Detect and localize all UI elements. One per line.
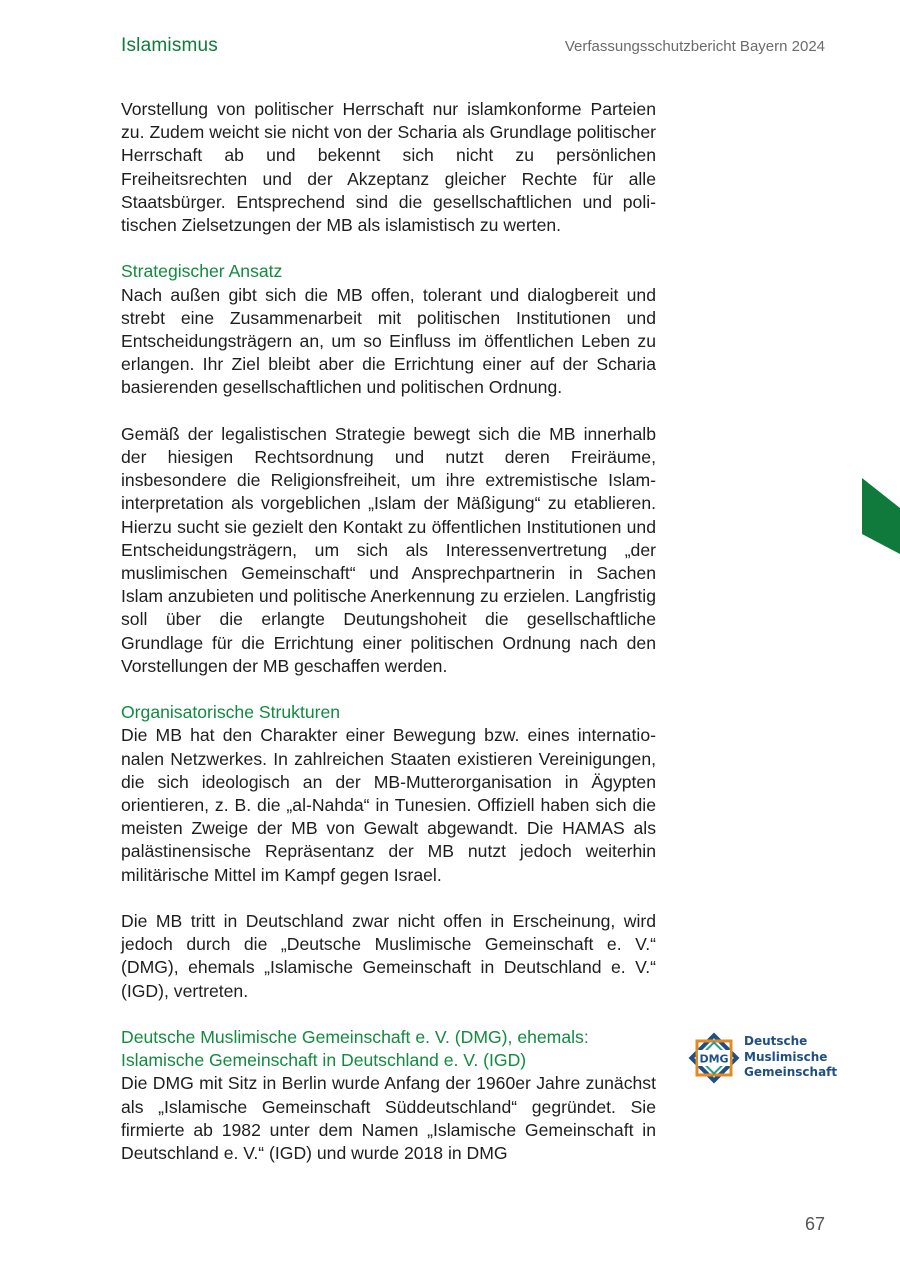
- dmg-logo: [686, 1030, 836, 1088]
- header-section-title: Islamismus: [121, 35, 219, 56]
- paragraph-legalistische-strategie: Gemäß der legalistischen Strategie bewegt sich die MB innerhalb der hiesigen Rechtsordnung und nutzt deren Freiräume, insbesondere die Religionsfreiheit, um ihre extremistische Islaminterpretation als vorgeblichen „Islam der Mäßigung“ zu etablieren. Hierzu sucht sie gezielt den Kontakt zu öffentlichen Institutionen und Entscheidungsträgern, um sich als Interessenvertretung „der muslimischen Gemeinschaft“ und Ansprechpartnerin in Sachen Islam anzubieten und politische Anerkennung zu erzielen. Langfristig soll über die erlangte Deutungshoheit die gesellschaftliche Grundlage für die Errichtung einer politischen Ordnung nach den Vorstellungen der MB geschaffen werden.: [121, 423, 656, 676]
- paragraph-herrschaft: Vorstellung von politischer Herrschaft nur islamkonforme Parteien zu. Zudem weicht sie nicht von der Scharia als Grundlage politischer Herrschaft ab und bekennt sich nicht zu persönlichen Freiheitsrechten und der Akzeptanz gleicher Rechte für alle Staatsbürger. Entsprechend sind die gesellschaftlichen und politischen Zielsetzungen der MB als islamistisch zu werten.: [121, 99, 656, 236]
- heading-dmg: [121, 1026, 656, 1072]
- heading-dmg-line1: Deutsche Muslimische Gemeinschaft e. V. (DMG), ehemals:: [121, 1027, 589, 1048]
- dmg-logo-abbr: DMG: [699, 1052, 729, 1066]
- heading-strategischer-ansatz: Strategischer Ansatz: [121, 261, 283, 282]
- paragraph-dmg-vertretung: Die MB tritt in Deutschland zwar nicht offen in Erscheinung, wird jedoch durch die „Deutsche Muslimische Gemeinschaft e. V.“ (DMG), ehemals „Islamische Gemeinschaft in Deutschland e. V.“ (IGD), vertreten.: [121, 911, 656, 1001]
- header-publication-title: Verfassungsschutzbericht Bayern 2024: [564, 38, 825, 55]
- dmg-logo-text: [744, 1034, 837, 1081]
- chapter-tab-marker: [862, 478, 900, 554]
- main-content: [121, 98, 656, 1188]
- dmg-logo-line3: Gemeinschaft: [744, 1065, 838, 1079]
- heading-organisatorische-strukturen: Organisatorische Strukturen: [121, 702, 341, 723]
- paragraph-strategie: Nach außen gibt sich die MB offen, tolerant und dialogbereit und strebt eine Zusammenarbeit mit politischen Institutionen und Entscheidungsträgern an, um so Einfluss im öffentlichen Leben zu erlangen. Ihr Ziel bleibt aber die Errichtung einer auf der Scharia basierenden gesellschaftlichen und politischen Ordnung.: [121, 284, 656, 398]
- heading-dmg-line2: Islamische Gemeinschaft in Deutschland e. V. (IGD): [121, 1050, 527, 1071]
- page-number: 67: [804, 1214, 825, 1234]
- paragraph-dmg-geschichte: Die DMG mit Sitz in Berlin wurde Anfang der 1960er Jahre zunächst als „Islamische Gemeinschaft Süddeutschland“ gegründet. Sie firmierte ab 1982 unter dem Namen „Islamische Gemeinschaft in Deutschland e. V.“ (IGD) und wurde 2018 in DMG: [121, 1073, 656, 1164]
- dmg-logo-line1: Deutsche: [744, 1034, 808, 1048]
- dmg-logo-line2: Muslimische: [744, 1049, 828, 1064]
- paragraph-netzwerk: Die MB hat den Charakter einer Bewegung bzw. eines internationalen Netzwerkes. In zahlreichen Staaten existieren Vereinigungen, die sich ideologisch an der MB-Mutterorganisation in Ägypten orientieren, z. B. die „al-Nahda“ in Tunesien. Offiziell haben sich die meisten Zweige der MB von Gewalt abgewandt. Die HAMAS als palästinensische Repräsentanz der MB nutzt jedoch weiterhin militärische Mittel im Kampf gegen Israel.: [121, 725, 656, 885]
- dmg-logo-emblem-icon: [686, 1030, 742, 1088]
